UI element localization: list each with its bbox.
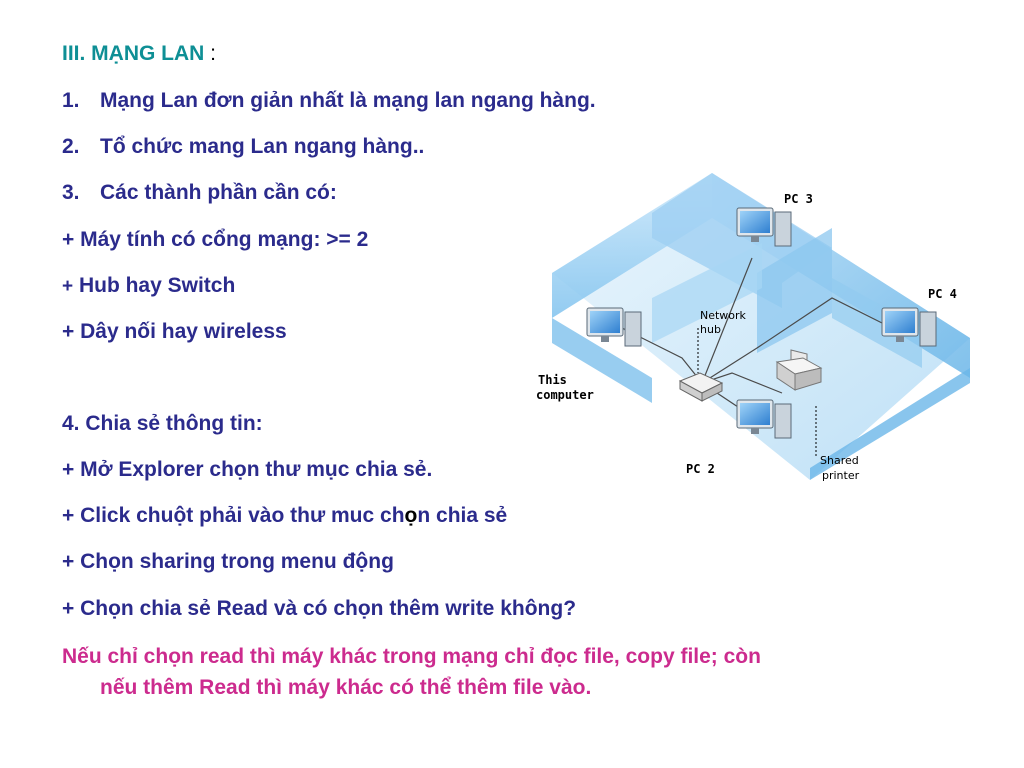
label-this-2: computer [536, 388, 594, 402]
share-step: + Mở Explorer chọn thư mục chia sẻ. [62, 458, 433, 481]
component-plus: + [62, 276, 74, 297]
list-number: 1. [62, 89, 80, 112]
list-item [62, 135, 424, 159]
section-heading [62, 42, 216, 66]
label-hub-2: hub [700, 323, 721, 336]
label-printer-2: printer [822, 469, 860, 482]
label-pc4: PC 4 [928, 287, 957, 301]
share-step-click [62, 504, 507, 528]
computer-icon [587, 308, 641, 346]
label-printer-1: Shared [820, 454, 859, 467]
note-line-2: nếu thêm Read thì máy khác có thể thêm file vào. [100, 676, 592, 699]
list-text: Các thành phần cần có: [100, 181, 337, 204]
list-item [62, 181, 337, 205]
component-text: + Dây nối hay wireless [62, 320, 287, 343]
list-number: 3. [62, 181, 80, 204]
heading-text: III. MẠNG LAN [62, 42, 205, 65]
label-this-1: This [538, 373, 567, 387]
label-hub-1: Network [700, 309, 746, 322]
component-item [62, 274, 235, 298]
component-text: Hub hay Switch [78, 274, 236, 297]
share-step: + Chọn sharing trong menu động [62, 550, 394, 573]
list-text: Mạng Lan đơn giản nhất là mạng lan ngang hàng. [100, 89, 596, 112]
heading-colon: : [210, 42, 217, 65]
component-text: + Máy tính có cổng mạng: >= 2 [62, 228, 369, 251]
label-pc2: PC 2 [686, 462, 715, 476]
component-item [62, 228, 368, 252]
share-title: 4. Chia sẻ thông tin: [62, 412, 263, 435]
note-line-1: Nếu chỉ chọn read thì máy khác trong mạng chỉ đọc file, copy file; còn [62, 645, 761, 668]
component-item [62, 320, 287, 344]
click-step-mid: ọ [404, 504, 418, 527]
label-pc3: PC 3 [784, 192, 813, 206]
list-item [62, 89, 596, 113]
share-step: + Chọn chia sẻ Read và có chọn thêm write không? [62, 597, 577, 620]
click-step-post: n chia sẻ [417, 504, 508, 527]
click-step-pre: + Click chuột phải vào thư muc ch [62, 504, 405, 527]
network-diagram [532, 168, 974, 486]
list-text: Tổ chức mang Lan ngang hàng.. [100, 135, 425, 158]
list-number: 2. [62, 135, 80, 158]
